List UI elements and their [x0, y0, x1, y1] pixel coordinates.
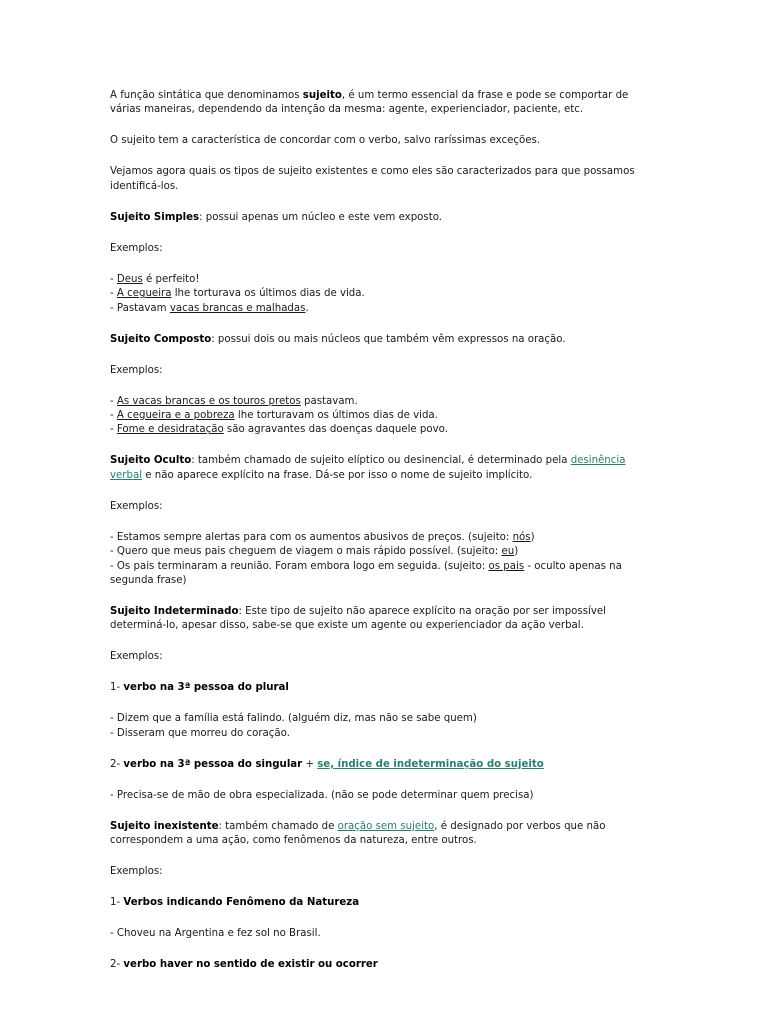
- intro-paragraph-3: Vejamos agora quais os tipos de sujeito existentes e como eles são caracterizados para que possamos identificá-los.: [110, 166, 635, 192]
- examples-label: Exemplos:: [110, 651, 163, 663]
- example-line: - Estamos sempre alertas para com os aumentos abusivos de preços. (sujeito: nós): [110, 531, 535, 543]
- example-line: - Deus é perfeito!: [110, 273, 200, 285]
- subcase-heading: 1- Verbos indicando Fenômeno da Natureza: [110, 897, 360, 909]
- section-title: Sujeito Composto: [110, 333, 212, 345]
- intro-paragraph-1: A função sintática que denominamos sujeito, é um termo essencial da frase e pode se comportar de várias maneiras, dependendo da intenção da mesma: agente, experienciador, paciente, etc.: [110, 90, 629, 116]
- section-title: Sujeito Simples: [110, 211, 200, 223]
- section-title: Sujeito Oculto: [110, 455, 192, 467]
- examples-label: Exemplos:: [110, 242, 163, 254]
- example-line: - Disseram que morreu do coração.: [110, 727, 290, 739]
- example-line: - Pastavam vacas brancas e malhadas.: [110, 302, 309, 314]
- section-title: Sujeito inexistente: [110, 820, 219, 832]
- example-line: - Choveu na Argentina e fez sol no Brasil.: [110, 928, 321, 940]
- subcase-heading: 2- verbo haver no sentido de existir ou ocorrer: [110, 959, 378, 971]
- example-line: - As vacas brancas e os touros pretos pastavam.: [110, 395, 358, 407]
- example-line: - Dizem que a família está falindo. (alguém diz, mas não se sabe quem): [110, 713, 477, 725]
- term-sujeito: sujeito: [302, 90, 342, 101]
- example-line: - Fome e desidratação são agravantes das doenças daquele povo.: [110, 424, 448, 436]
- section-sujeito-composto: Sujeito Composto: possui dois ou mais núcleos que também vêm expressos na oração.: [110, 333, 566, 345]
- subcase-heading: 1- verbo na 3ª pessoa do plural: [110, 682, 289, 694]
- section-title: Sujeito Indeterminado: [110, 606, 239, 618]
- examples-label: Exemplos:: [110, 866, 163, 878]
- examples-label: Exemplos:: [110, 364, 163, 376]
- examples-label: Exemplos:: [110, 500, 163, 512]
- example-line: - A cegueira lhe torturava os últimos dias de vida.: [110, 288, 365, 300]
- example-line: - Os pais terminaram a reunião. Foram embora logo em seguida. (sujeito: os pais - oculto apenas na segunda frase): [110, 560, 622, 587]
- section-sujeito-indeterminado: Sujeito Indeterminado: Este tipo de sujeito não aparece explícito na oração por ser impossível determiná-lo, apesar disso, sabe-se que existe um agente ou experienciador da ação verbal.: [110, 606, 606, 632]
- subcase-heading: 2- verbo na 3ª pessoa do singular + se, índice de indeterminação do sujeito: [110, 758, 544, 770]
- example-line: - A cegueira e a pobreza lhe torturavam os últimos dias de vida.: [110, 410, 438, 422]
- document-body: [110, 89, 650, 973]
- link-indice-indeterminacao[interactable]: se, índice de indeterminação do sujeito: [317, 758, 544, 770]
- example-line: - Precisa-se de mão de obra especializada. (não se pode determinar quem precisa): [110, 789, 534, 801]
- example-line: - Quero que meus pais cheguem de viagem o mais rápido possível. (sujeito: eu): [110, 546, 519, 558]
- link-oracao-sem-sujeito[interactable]: oração sem sujeito: [337, 820, 435, 832]
- intro-paragraph-2: O sujeito tem a característica de concordar com o verbo, salvo raríssimas exceções.: [110, 135, 541, 147]
- link-desinencia-verbal[interactable]: desinência verbal: [110, 455, 626, 481]
- section-sujeito-oculto: Sujeito Oculto: também chamado de sujeito elíptico ou desinencial, é determinado pela desinência verbal e não aparece explícito na frase. Dá-se por isso o nome de sujeito implícito.: [110, 455, 626, 481]
- section-sujeito-simples: Sujeito Simples: possui apenas um núcleo e este vem exposto.: [110, 211, 442, 223]
- section-sujeito-inexistente: Sujeito inexistente: também chamado de oração sem sujeito, é designado por verbos que não correspondem a uma ação, como fenômenos da natureza, entre outros.: [110, 820, 606, 847]
